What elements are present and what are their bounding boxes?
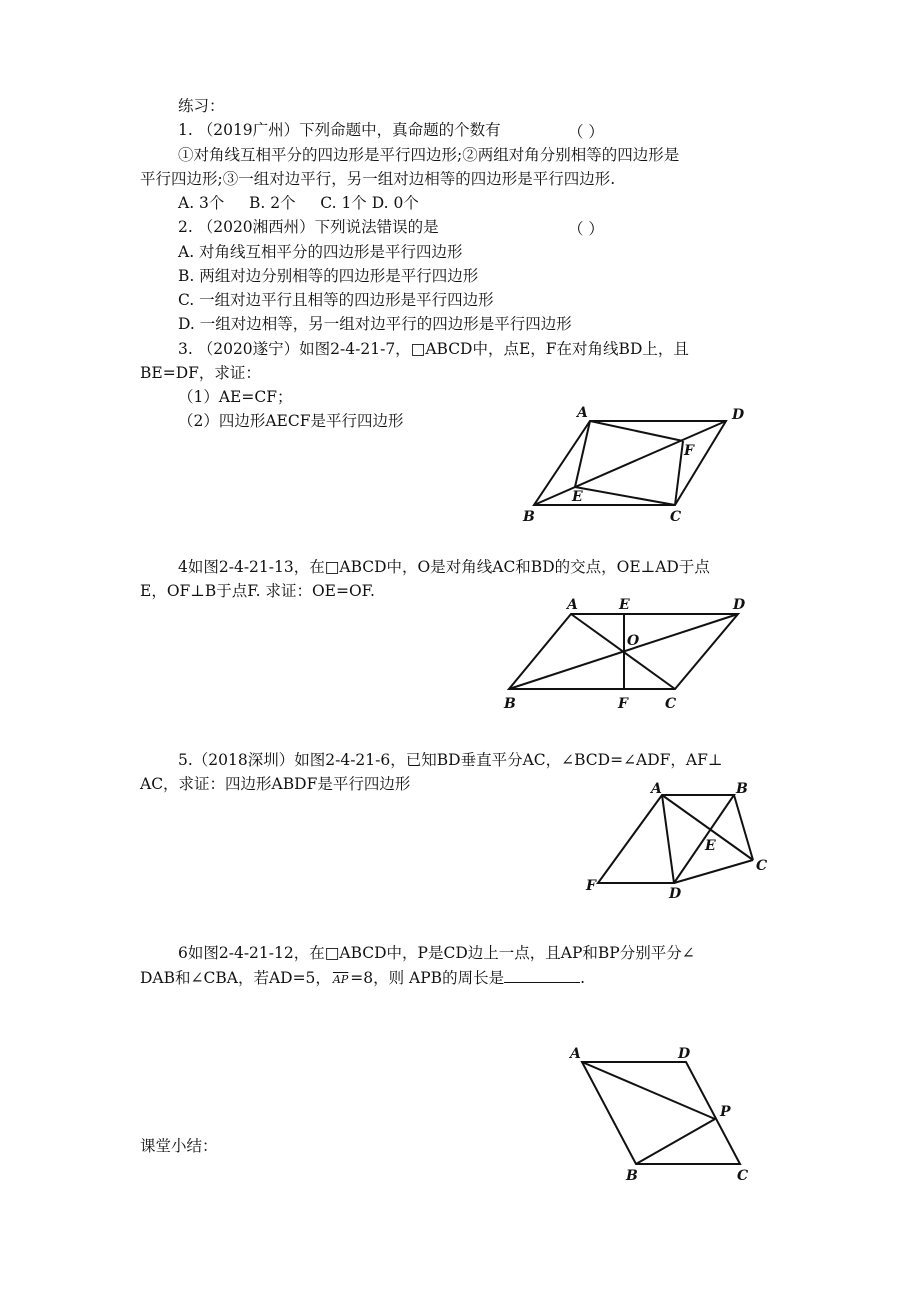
q3-line2: BE=DF，求证：: [140, 364, 261, 382]
q6-segment-bp: [636, 1119, 715, 1164]
q6-ap-symbol: $\overline{AP}$: [332, 973, 349, 986]
q3-label-b: B: [523, 509, 535, 525]
q4-label-f: F: [618, 696, 628, 712]
q5-figure: [580, 775, 780, 900]
q1-stem: 1. （2019广州）下列命题中，真命题的个数有: [178, 121, 501, 139]
q1-answer-paren: （ ）: [568, 123, 604, 141]
q3-label-d: D: [732, 407, 745, 423]
q4-label-e: E: [619, 597, 630, 613]
q5-segment-bc: [734, 795, 753, 860]
q5-segment-dc: [674, 860, 753, 883]
q2-option-c: C. 一组对边平行且相等的四边形是平行四边形: [178, 291, 494, 309]
class-summary-label: 课堂小结：: [140, 1137, 218, 1155]
q3-segment-af: [590, 421, 683, 441]
q4-label-b: B: [504, 696, 516, 712]
q6-line1: 6如图2-4-21-12，在□ABCD中，P是CD边上一点，且AP和BP分别平分∠: [178, 944, 695, 962]
q2-answer-paren: （ ）: [568, 220, 604, 238]
q3-label-c: C: [670, 509, 682, 525]
q5-label-b: B: [736, 781, 748, 797]
q3-label-a: A: [577, 405, 588, 421]
q4-label-d: D: [733, 597, 746, 613]
q3-segment-ce: [575, 487, 675, 505]
q5-label-e: E: [705, 838, 716, 854]
q6-answer-blank[interactable]: [504, 968, 580, 983]
q3-part2: （2）四边形AECF是平行四边形: [178, 412, 404, 430]
q4-label-c: C: [665, 696, 677, 712]
q4-figure: [495, 590, 765, 720]
q3-line1: 3. （2020遂宁）如图2-4-21-7，□ABCD中，点E，F在对角线BD上，且: [178, 340, 689, 358]
q6-label-a: A: [570, 1046, 581, 1062]
q2-stem: 2. （2020湘西州）下列说法错误的是: [178, 218, 439, 236]
q2-option-d: D. 一组对边相等，另一组对边平行的四边形是平行四边形: [178, 315, 572, 333]
q3-label-e: E: [572, 489, 583, 505]
q6-line2-part-a: DAB和∠CBA，若AD=5，: [140, 969, 331, 987]
q4-label-a: A: [567, 597, 578, 613]
q6-label-b: B: [626, 1168, 638, 1184]
q5-segment-ad: [662, 795, 674, 883]
q6-segment-ap: [582, 1062, 715, 1119]
q6-label-p: P: [720, 1104, 731, 1120]
q6-line2-part-c: =8，则 APB的周长是: [350, 969, 505, 987]
q5-label-c: C: [756, 858, 768, 874]
q4-line2: E，OF⊥B于点F. 求证：OE=OF.: [140, 582, 375, 600]
q6-label-d: D: [678, 1046, 691, 1062]
q1-body-line2: 平行四边形;③一组对边平行，另一组对边相等的四边形是平行四边形.: [140, 170, 616, 188]
q3-part1: （1）AE=CF；: [178, 388, 293, 406]
q4-line1: 4如图2-4-21-13，在□ABCD中，O是对角线AC和BD的交点，OE⊥AD于点: [178, 558, 710, 576]
q5-label-d: D: [669, 886, 682, 902]
q5-line1: 5.（2018深圳）如图2-4-21-6，已知BD垂直平分AC，∠BCD=∠ADF，AF⊥: [178, 751, 723, 769]
q3-label-f: F: [684, 443, 694, 459]
q6-label-c: C: [737, 1168, 749, 1184]
q1-options: A. 3个 B. 2个 C. 1个 D. 0个: [178, 194, 419, 212]
section-heading: 练习：: [178, 97, 225, 115]
q6-line2-period: .: [580, 969, 586, 987]
q6-figure: [560, 1040, 770, 1185]
q5-line2: AC，求证：四边形ABDF是平行四边形: [140, 775, 411, 793]
q2-option-a: A. 对角线互相平分的四边形是平行四边形: [178, 243, 463, 261]
q4-label-o: O: [627, 633, 640, 649]
q3-figure: [510, 395, 770, 530]
q5-label-a: A: [651, 781, 662, 797]
q5-label-f: F: [586, 878, 596, 894]
q6-line2: [140, 968, 585, 990]
q1-body-line1: ①对角线互相平分的四边形是平行四边形;②两组对角分别相等的四边形是: [178, 146, 680, 164]
q2-option-b: B. 两组对边分别相等的四边形是平行四边形: [178, 267, 479, 285]
